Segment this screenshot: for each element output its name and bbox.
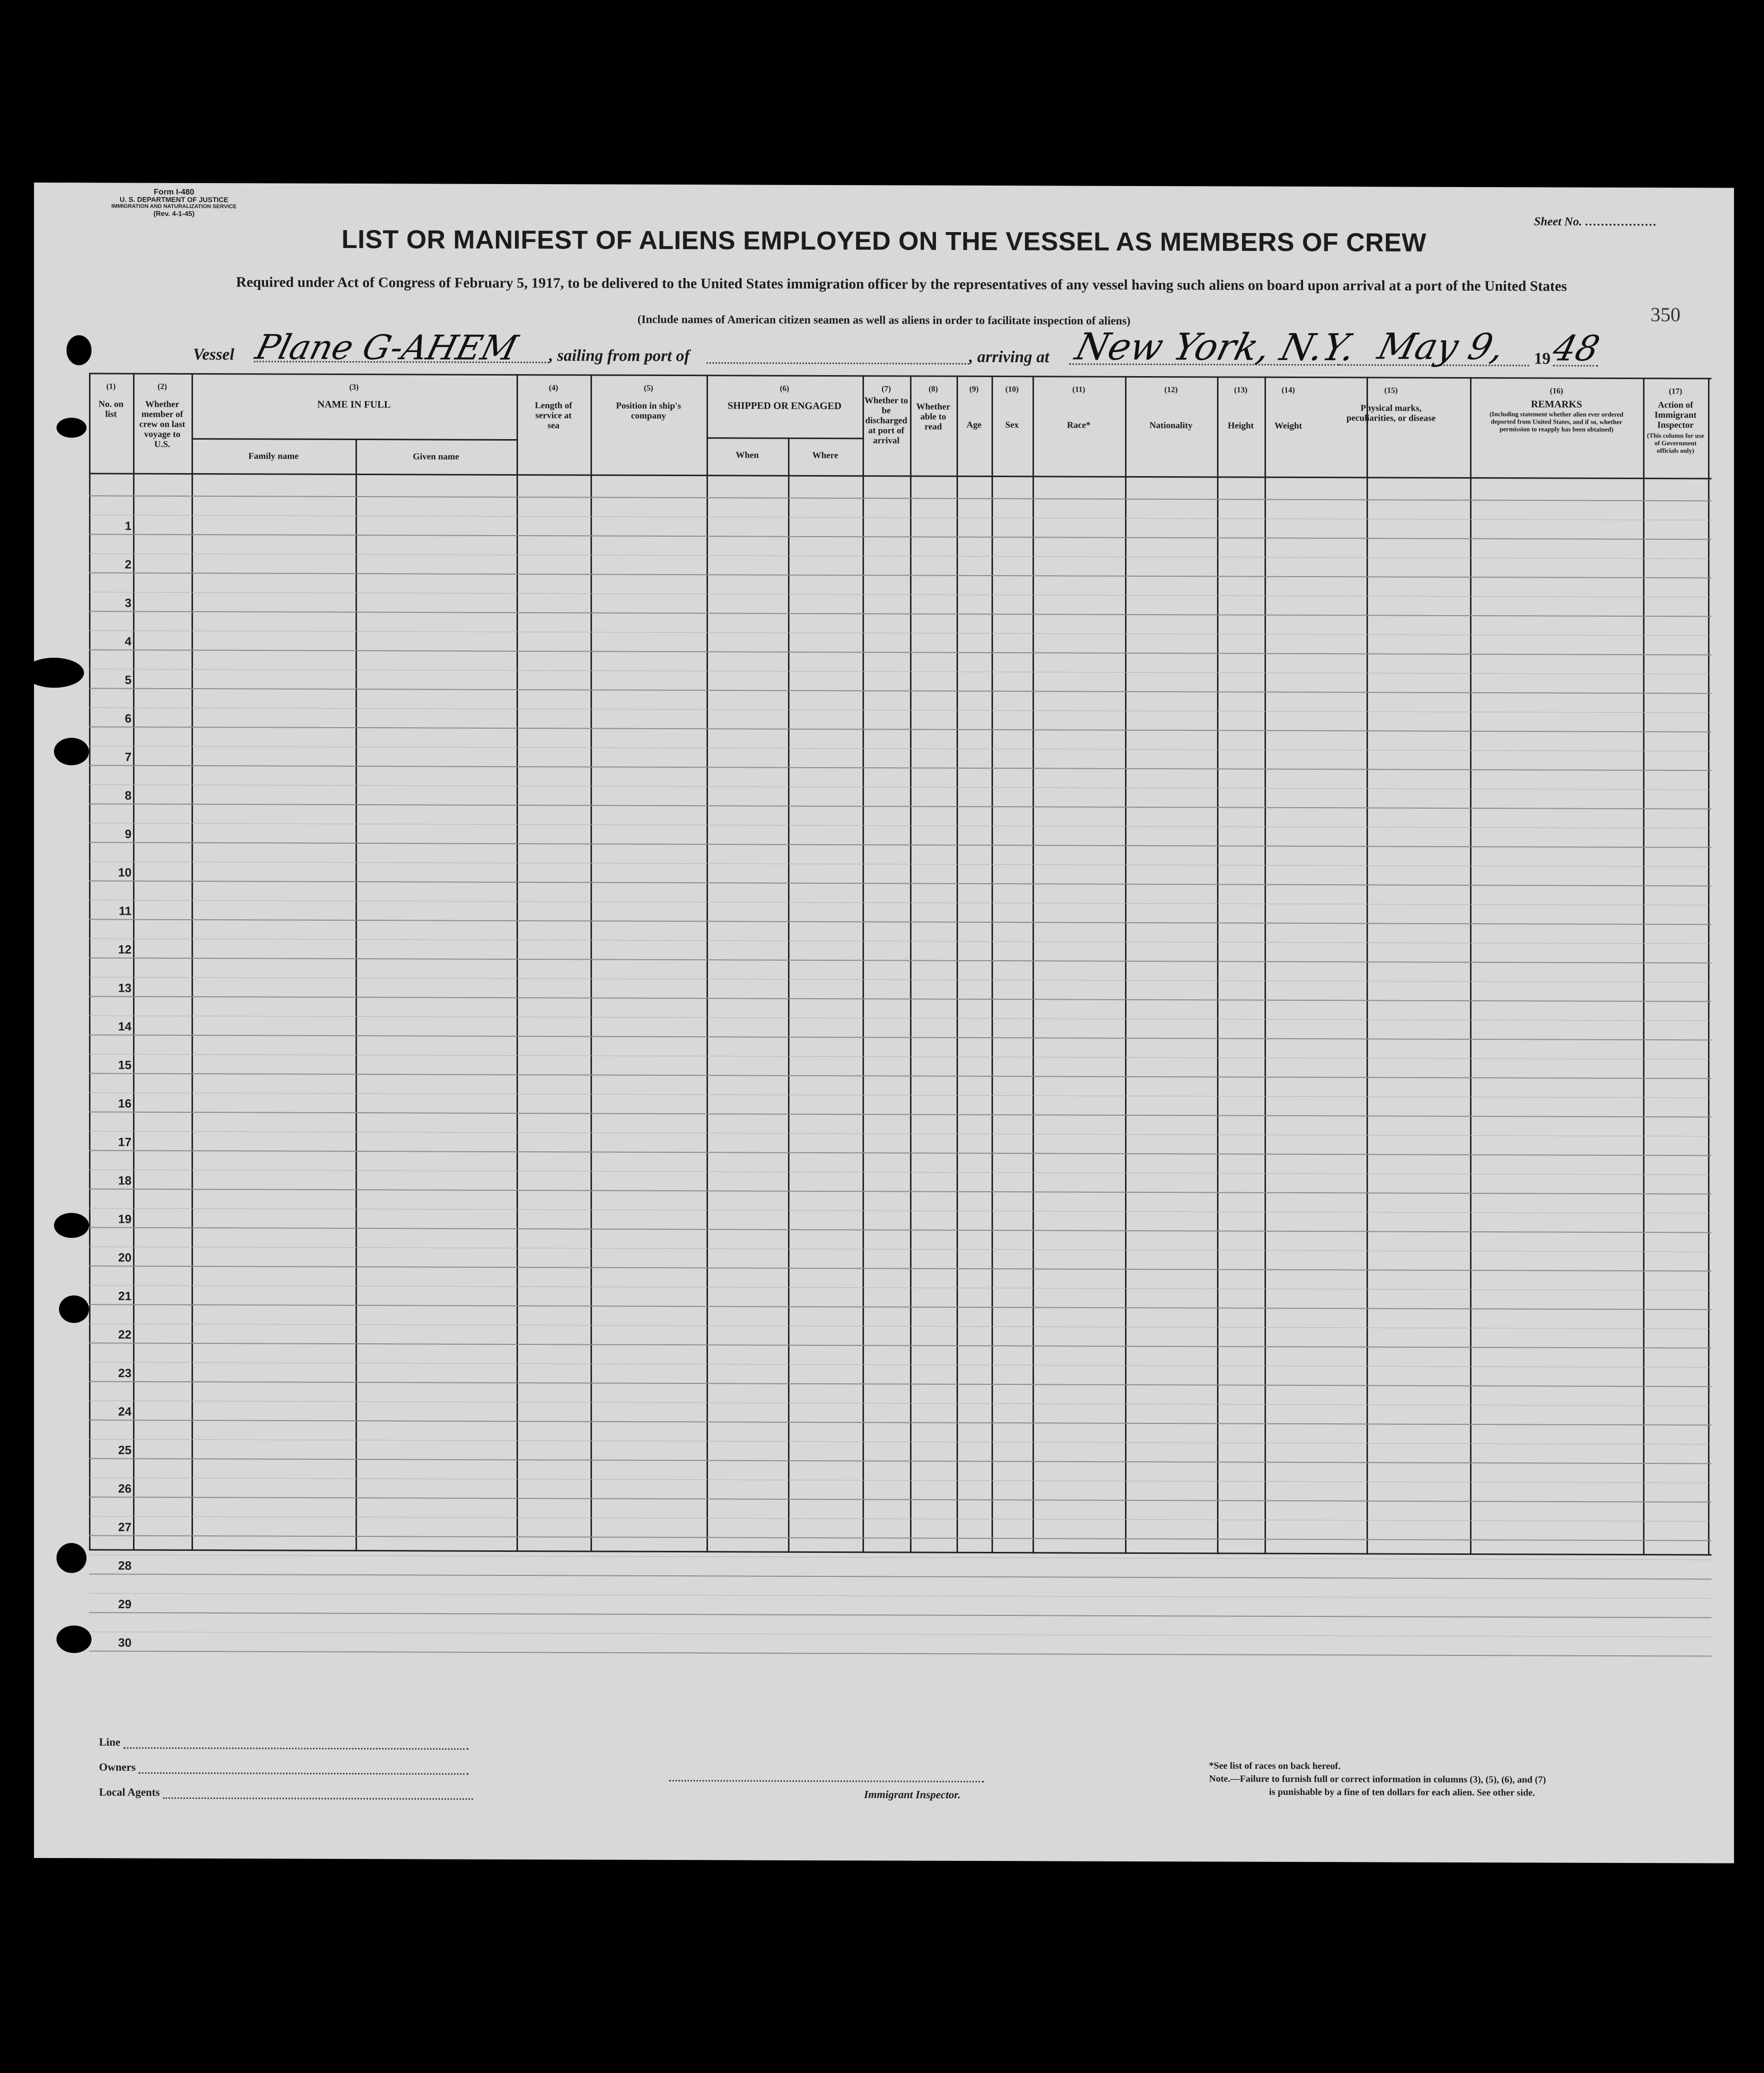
immigrant-inspector-label: Immigrant Inspector.	[864, 1788, 961, 1801]
col-7-header: (7) Whether to be discharged at port of arrival	[864, 385, 908, 446]
when-header: When	[736, 450, 759, 460]
row-subrule	[89, 1323, 1712, 1329]
row-number: 30	[118, 1636, 132, 1650]
where-header: Where	[812, 450, 838, 461]
col-9-header: (9) Age	[966, 385, 982, 430]
vessel-name-handwritten: Plane G-AHEM	[252, 328, 522, 369]
row-subrule	[89, 1362, 1712, 1367]
row-subrule	[89, 1477, 1712, 1483]
line-label: Line	[99, 1735, 120, 1748]
row-subrule	[89, 1400, 1712, 1406]
row-subrule	[89, 977, 1712, 982]
service-name: IMMIGRATION AND NATURALIZATION SERVICE	[111, 203, 237, 210]
binder-hole	[54, 1213, 89, 1238]
row-subrule	[89, 630, 1712, 636]
row-number: 19	[118, 1212, 132, 1226]
row-subrule	[89, 1516, 1712, 1521]
row-rule	[89, 803, 1712, 809]
row-number: 28	[118, 1559, 132, 1573]
row-number: 21	[118, 1289, 132, 1303]
col-5-header: (5) Position in ship's company	[616, 384, 682, 421]
col-11-header: (11) Race*	[1067, 385, 1090, 430]
col-8-header: (8) Whether able to read	[916, 385, 950, 432]
stamp-number: 350	[1650, 303, 1680, 326]
row-number: 22	[118, 1328, 132, 1342]
row-number: 8	[124, 789, 132, 803]
row-subrule	[89, 1593, 1712, 1598]
row-rule	[89, 1342, 1712, 1348]
binder-hole	[56, 418, 86, 438]
local-agents-field	[99, 1785, 473, 1799]
row-subrule	[89, 1285, 1712, 1290]
row-number: 12	[118, 943, 132, 957]
row-rule	[89, 1227, 1712, 1233]
row-subrule	[89, 592, 1712, 597]
row-number: 10	[118, 866, 132, 880]
owners-label: Owners	[99, 1760, 136, 1773]
crew-table	[89, 373, 1712, 1650]
row-subrule	[89, 669, 1712, 674]
manifest-sheet	[34, 183, 1734, 1863]
family-name-header: Family name	[248, 451, 299, 461]
row-number: 9	[124, 827, 132, 841]
row-rule	[89, 919, 1712, 925]
col-10-header: (10) Sex	[1005, 385, 1019, 430]
year-prefix: 19	[1534, 350, 1550, 368]
row-subrule	[89, 746, 1712, 751]
row-number: 16	[118, 1097, 132, 1111]
row-subrule	[89, 553, 1712, 559]
arrival-date-handwritten: May 9,	[1374, 325, 1509, 368]
row-number: 14	[118, 1020, 132, 1034]
sheet-number-label: Sheet No.	[1534, 215, 1582, 229]
row-number: 27	[118, 1520, 132, 1534]
row-subrule	[89, 1054, 1712, 1059]
row-subrule	[89, 1169, 1712, 1175]
row-number: 23	[118, 1366, 132, 1380]
arriving-label: , arriving at	[969, 348, 1050, 367]
row-rule	[89, 1419, 1712, 1425]
row-subrule	[89, 1439, 1712, 1444]
row-rule	[89, 996, 1712, 1002]
row-number: 5	[124, 673, 132, 687]
binder-hole	[54, 738, 89, 765]
row-subrule	[89, 1246, 1712, 1252]
row-rule	[89, 1612, 1712, 1618]
form-number: Form I-480	[154, 188, 194, 197]
row-number: 29	[118, 1597, 132, 1611]
row-subrule	[89, 1092, 1712, 1098]
races-note: *See list of races on back hereof.	[1209, 1760, 1340, 1772]
fine-note: is punishable by a fine of ten dollars for each alien. See other side.	[1269, 1786, 1535, 1798]
row-number: 6	[124, 712, 132, 726]
row-rule	[89, 842, 1712, 848]
given-name-header: Given name	[412, 451, 460, 462]
row-rule	[89, 726, 1712, 732]
row-number: 20	[118, 1251, 132, 1265]
row-rule	[89, 688, 1712, 694]
row-subrule	[89, 1015, 1712, 1021]
row-number: 11	[118, 904, 132, 918]
row-rule	[89, 1188, 1712, 1194]
row-rule	[89, 572, 1712, 578]
row-subrule	[89, 515, 1712, 520]
row-rule	[89, 1073, 1712, 1079]
vessel-line	[34, 325, 1734, 376]
row-subrule	[89, 900, 1712, 905]
line-field	[99, 1735, 468, 1749]
row-rule	[89, 1150, 1712, 1156]
row-rule	[89, 1573, 1712, 1579]
row-rule	[89, 534, 1712, 540]
row-number: 1	[124, 519, 132, 533]
row-number: 26	[118, 1482, 132, 1496]
col-6-header: (6) SHIPPED OR ENGAGED	[728, 384, 842, 412]
year-suffix-handwritten: 48	[1548, 328, 1604, 369]
row-number: 17	[118, 1135, 132, 1149]
binder-hole	[56, 1625, 92, 1653]
row-rule	[89, 495, 1712, 501]
include-instruction: (Include names of American citizen seamen as well as aliens in order to facilitate inspection of aliens)	[638, 313, 1130, 327]
department-name: U. S. DEPARTMENT OF JUSTICE	[120, 195, 228, 204]
row-subrule	[89, 1131, 1712, 1136]
col-3-header: (3) NAME IN FULL	[317, 383, 391, 411]
row-rule	[89, 611, 1712, 617]
binder-hole	[56, 1543, 86, 1573]
row-number: 7	[124, 750, 132, 764]
row-rule	[89, 1458, 1712, 1464]
vessel-label: Vessel	[193, 345, 234, 364]
revision: (Rev. 4-1-45)	[153, 209, 195, 218]
row-number: 3	[124, 596, 132, 610]
row-subrule	[89, 861, 1712, 867]
row-rule	[89, 1304, 1712, 1310]
row-subrule	[89, 938, 1712, 944]
row-subrule	[89, 707, 1712, 713]
row-rule	[89, 1535, 1712, 1541]
row-subrule	[89, 823, 1712, 828]
row-rule	[89, 765, 1712, 771]
col-15-header: (15) Physical marks, peculiarities, or disease	[1346, 386, 1436, 423]
row-rule	[89, 649, 1712, 655]
row-rule	[89, 1034, 1712, 1040]
col-14-header: (14) Weight	[1274, 386, 1302, 431]
col-1-header: (1) No. on list	[98, 382, 124, 419]
col-13-header: (13) Height	[1228, 386, 1254, 431]
row-subrule	[89, 1631, 1712, 1637]
row-number: 2	[124, 558, 132, 572]
row-rule	[89, 1381, 1712, 1387]
sheet-number-field: Sheet No. ..................	[1534, 215, 1657, 229]
row-rule	[89, 1111, 1712, 1117]
row-subrule	[89, 1554, 1712, 1560]
failure-note: Note.—Failure to furnish full or correct information in columns (3), (5), (6), and (7)	[1209, 1773, 1546, 1785]
row-rule	[89, 1265, 1712, 1271]
col-2-header: (2) Whether member of crew on last voyage to U.S.	[139, 382, 186, 449]
row-subrule	[89, 784, 1712, 790]
owners-field	[99, 1760, 468, 1774]
row-rule	[89, 880, 1712, 886]
row-number: 13	[118, 981, 132, 995]
row-number: 15	[118, 1058, 132, 1072]
local-agents-label: Local Agents	[99, 1785, 160, 1798]
binder-hole	[24, 658, 84, 688]
col-4-header: (4) Length of service at sea	[534, 384, 572, 431]
row-number: 25	[118, 1443, 132, 1457]
row-number: 24	[118, 1405, 132, 1419]
col-12-header: (12) Nationality	[1149, 386, 1192, 431]
row-rule	[89, 1650, 1712, 1656]
required-statement: Required under Act of Congress of February 5, 1917, to be delivered to the United States immigration officer by the representatives of any vessel having such aliens on board upon arrival at a port of the United States	[236, 274, 1567, 295]
row-number: 18	[118, 1174, 132, 1188]
col-16-header: (16) REMARKS (Including statement whether alien ever ordered deported from United States, and if so, whether permission to reapply has been obtained)	[1490, 387, 1624, 433]
row-subrule	[89, 1208, 1712, 1213]
row-rule	[89, 957, 1712, 963]
arriving-port-handwritten: New York, N.Y.	[1071, 325, 1360, 370]
col-17-header: (17) Action of Immigrant Inspector (This column for use of Government officials only)	[1646, 387, 1704, 455]
row-rule	[89, 1496, 1712, 1502]
form-id-block	[104, 189, 244, 217]
sailing-label: , sailing from port of	[549, 347, 690, 366]
binder-hole	[59, 1295, 89, 1323]
page-title: LIST OR MANIFEST OF ALIENS EMPLOYED ON THE VESSEL AS MEMBERS OF CREW	[342, 225, 1426, 258]
row-number: 4	[124, 635, 132, 649]
